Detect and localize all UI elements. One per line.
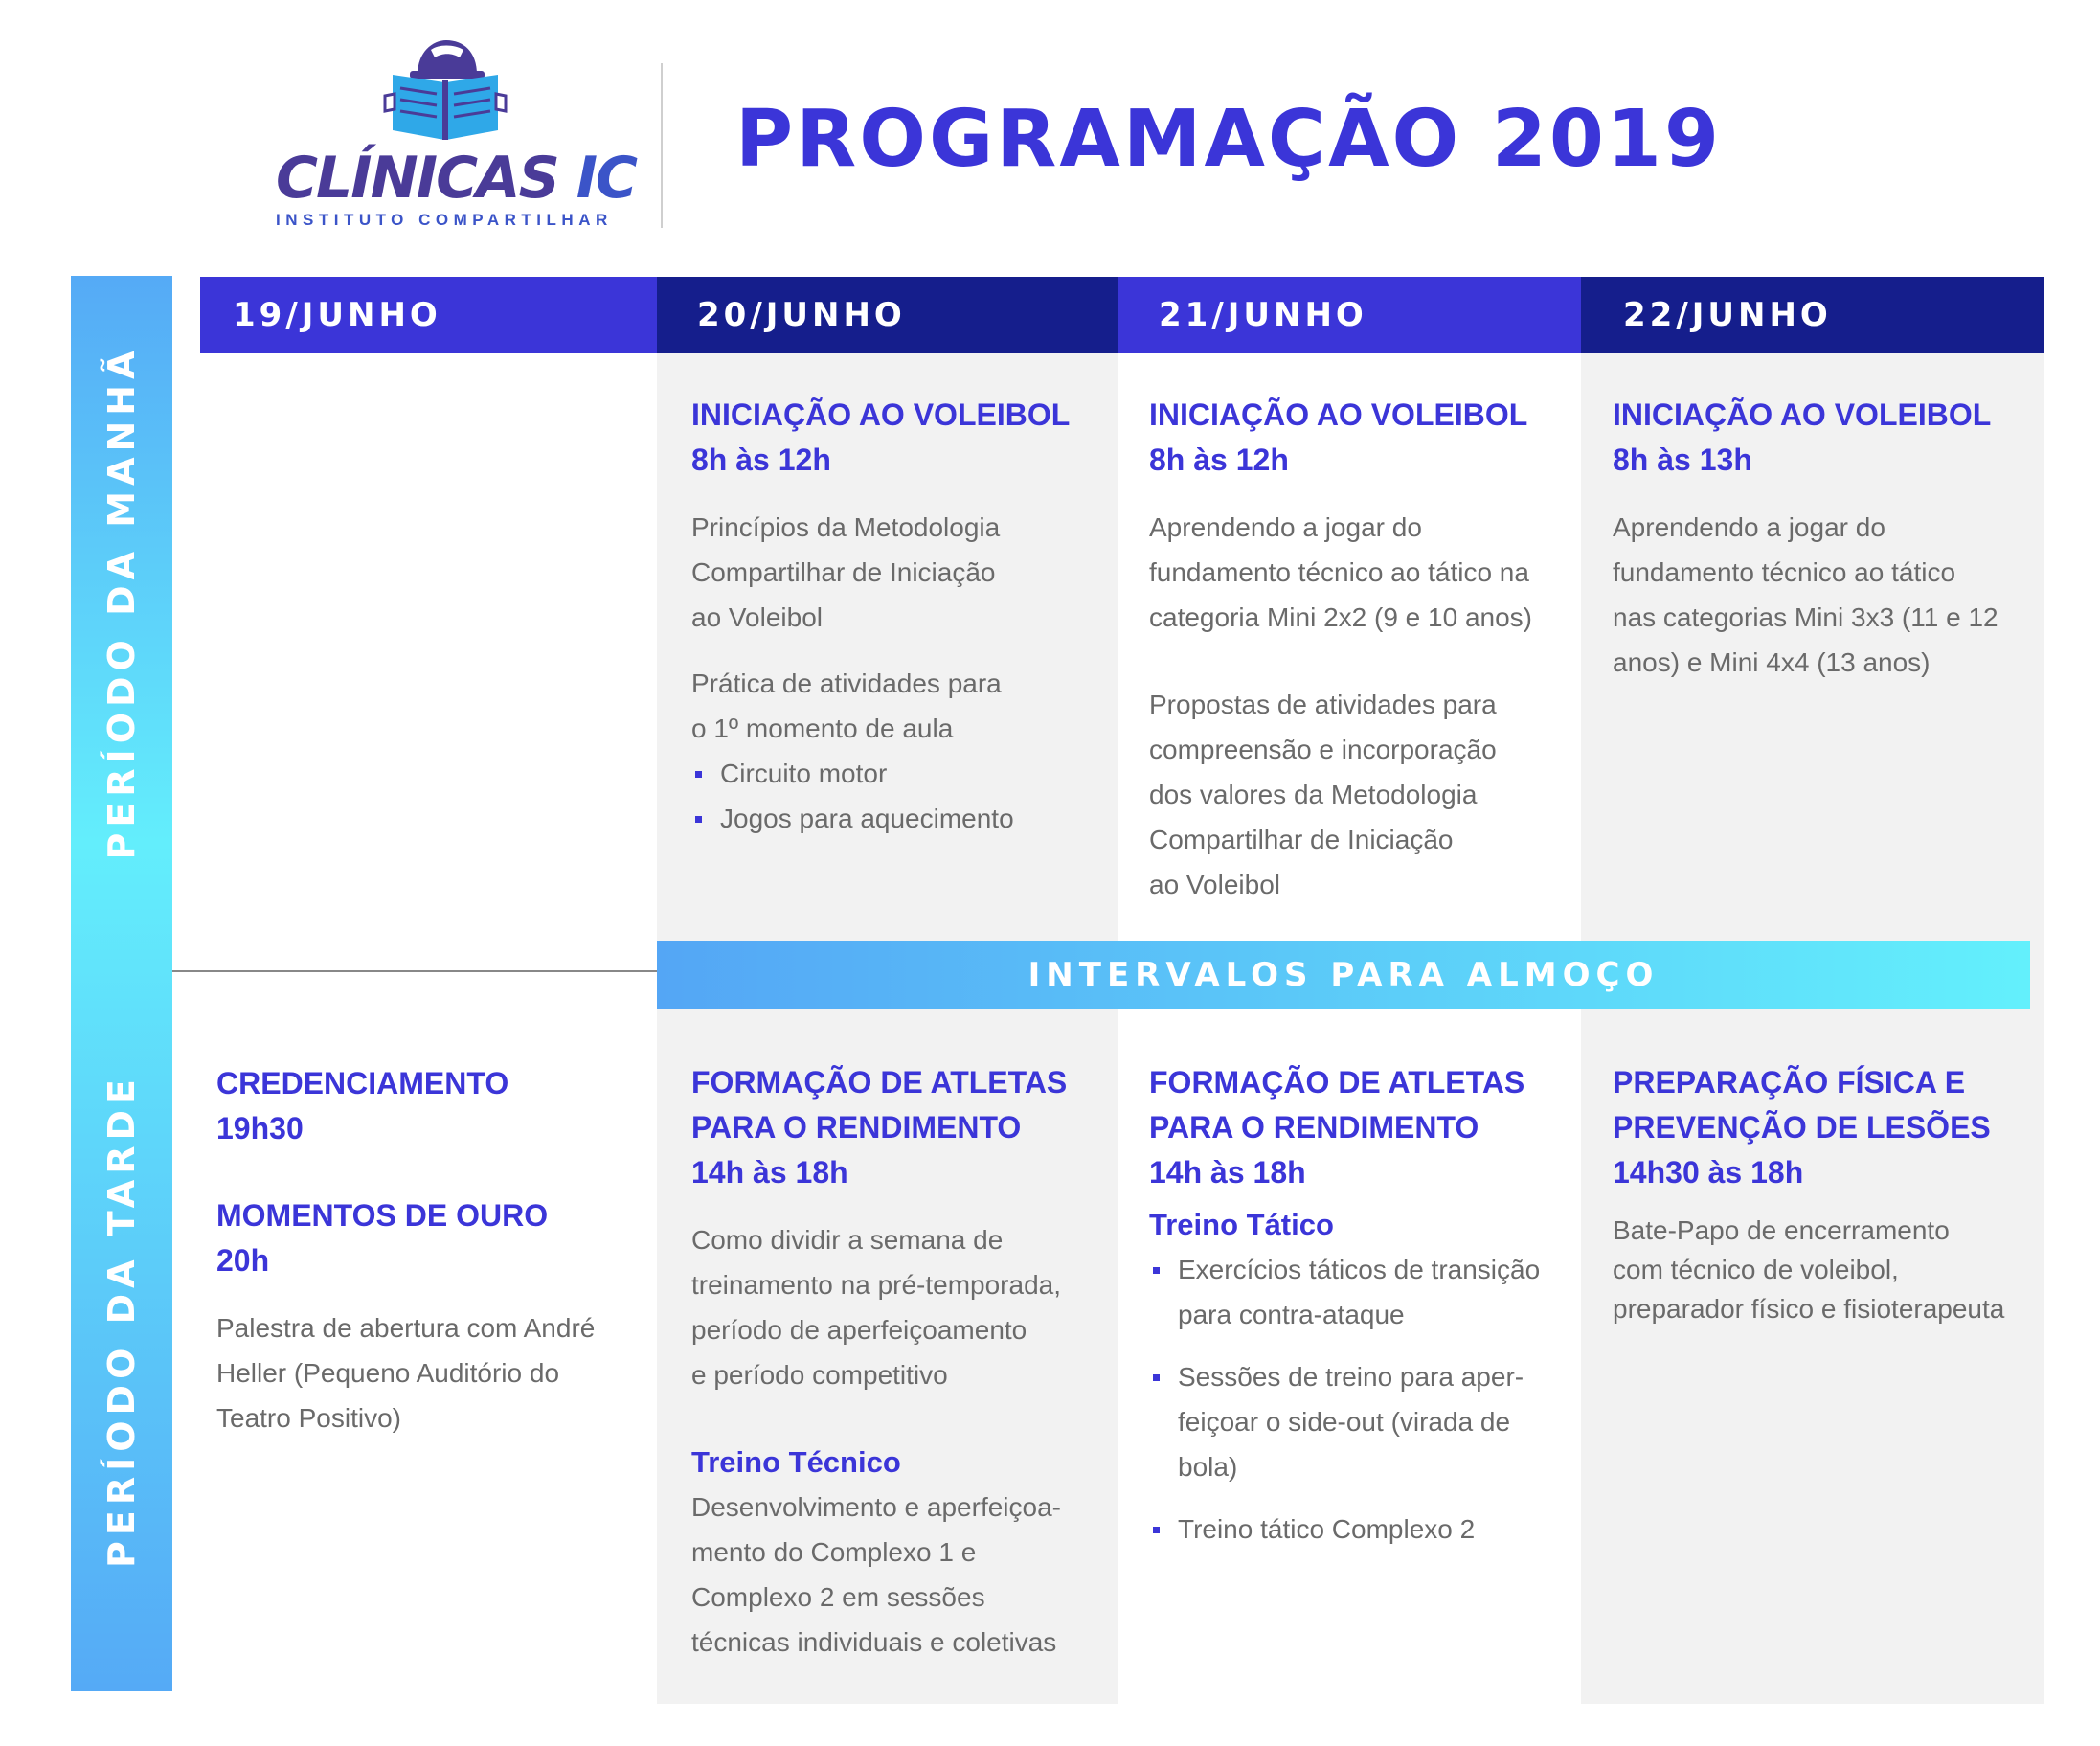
session-text: e período competitivo (691, 1360, 948, 1390)
session-text: fundamento técnico ao tático na (1149, 557, 1529, 587)
session-time: 8h às 12h (691, 442, 831, 477)
afternoon-session-22 (1613, 1060, 2004, 1328)
date-header-22: 22/JUNHO (1581, 277, 2044, 353)
session-text: técnicas individuais e coletivas (691, 1627, 1057, 1657)
session-text: Bate-Papo de encerramento (1613, 1215, 1950, 1245)
session-title: PREPARAÇÃO FÍSICA E (1613, 1065, 1966, 1100)
session-title: PARA O RENDIMENTO (1149, 1110, 1479, 1145)
session-time: 14h às 18h (1149, 1155, 1306, 1190)
session-time: 14h às 18h (691, 1155, 848, 1190)
bullet-item: Treino tático Complexo 2 (1149, 1507, 1540, 1552)
book-reader-icon (383, 36, 508, 144)
afternoon-session-20 (691, 1060, 1067, 1665)
session-text: ao Voleibol (1149, 870, 1281, 899)
date-header-19: 19/JUNHO (200, 277, 657, 353)
logo (259, 36, 637, 238)
date-header-21: 21/JUNHO (1118, 277, 1581, 353)
session-text: anos) e Mini 4x4 (13 anos) (1613, 647, 1931, 677)
session-title: INICIAÇÃO AO VOLEIBOL (691, 397, 1071, 432)
bullet-item: Jogos para aquecimento (691, 796, 1070, 841)
bullet-item: Sessões de treino para aper- feiçoar o side-out (virada de bola) (1149, 1354, 1540, 1489)
bullet-item: Circuito motor (691, 751, 1070, 796)
session-text: Prática de atividades para (691, 669, 1002, 698)
session-text: mento do Complexo 1 e (691, 1537, 977, 1567)
session-text: categoria Mini 2x2 (9 e 10 anos) (1149, 602, 1532, 632)
session-title: INICIAÇÃO AO VOLEIBOL (1613, 397, 1992, 432)
session-text: o 1º momento de aula (691, 714, 954, 743)
date-header-20: 20/JUNHO (657, 277, 1118, 353)
session-text: Aprendendo a jogar do (1613, 512, 1885, 542)
session-text: Heller (Pequeno Auditório do (216, 1358, 560, 1388)
session-text: período de aperfeiçoamento (691, 1315, 1027, 1345)
afternoon-session-19 (216, 1061, 595, 1440)
session-text: Propostas de atividades para (1149, 690, 1497, 719)
session-time: 19h30 (216, 1111, 304, 1145)
session-title: INICIAÇÃO AO VOLEIBOL (1149, 397, 1528, 432)
session-text: com técnico de voleibol, (1613, 1255, 1899, 1284)
session-text: Aprendendo a jogar do (1149, 512, 1422, 542)
logo-subtitle: INSTITUTO COMPARTILHAR (276, 211, 613, 229)
session-subtitle: Treino Técnico (691, 1445, 901, 1479)
period-morning-label: PERÍODO DA MANHÃ (101, 345, 143, 860)
session-text: Princípios da Metodologia (691, 512, 1001, 542)
session-title: PREVENÇÃO DE LESÕES (1613, 1110, 1991, 1145)
morning-session-21 (1149, 393, 1532, 907)
session-text: ao Voleibol (691, 602, 824, 632)
bullet-item: Exercícios táticos de transição para contra-ataque (1149, 1247, 1540, 1337)
bullet-list (1149, 1247, 1540, 1552)
session-text: preparador físico e fisioterapeuta (1613, 1294, 2005, 1324)
period-afternoon-label: PERÍODO DA TARDE (101, 1074, 143, 1568)
session-text: Compartilhar de Iniciação (691, 557, 996, 587)
session-text: fundamento técnico ao tático (1613, 557, 1956, 587)
session-text: Como dividir a semana de (691, 1225, 1004, 1255)
period-bar (71, 276, 172, 1691)
bullet-list (691, 751, 1070, 841)
session-text: nas categorias Mini 3x3 (11 e 12 (1613, 602, 1998, 632)
session-subtitle: Treino Tático (1149, 1208, 1334, 1241)
session-title: PARA O RENDIMENTO (691, 1110, 1022, 1145)
logo-name: CLÍNICAS IC (276, 145, 637, 212)
lunch-divider-line (172, 970, 657, 972)
session-text: compreensão e incorporação (1149, 735, 1497, 764)
session-title: FORMAÇÃO DE ATLETAS (1149, 1065, 1525, 1100)
morning-session-22 (1613, 393, 1998, 685)
header-divider (661, 63, 663, 228)
morning-session-20 (691, 393, 1070, 841)
session-text: Palestra de abertura com André (216, 1313, 596, 1343)
session-title: MOMENTOS DE OURO (216, 1198, 549, 1233)
session-title: CREDENCIAMENTO (216, 1066, 509, 1100)
session-text: Compartilhar de Iniciação (1149, 825, 1454, 854)
lunch-band: INTERVALOS PARA ALMOÇO (657, 941, 2030, 1009)
session-text: Teatro Positivo) (216, 1403, 401, 1433)
session-text: Complexo 2 em sessões (691, 1582, 985, 1612)
session-time: 8h às 12h (1149, 442, 1289, 477)
session-text: dos valores da Metodologia (1149, 780, 1478, 809)
session-text: treinamento na pré-temporada, (691, 1270, 1061, 1300)
session-text: Desenvolvimento e aperfeiçoa- (691, 1492, 1061, 1522)
page-title: PROGRAMAÇÃO 2019 (735, 94, 1723, 185)
session-time: 8h às 13h (1613, 442, 1752, 477)
session-title: FORMAÇÃO DE ATLETAS (691, 1065, 1068, 1100)
afternoon-session-21 (1149, 1060, 1540, 1552)
session-time: 20h (216, 1243, 270, 1278)
session-time: 14h30 às 18h (1613, 1155, 1804, 1190)
